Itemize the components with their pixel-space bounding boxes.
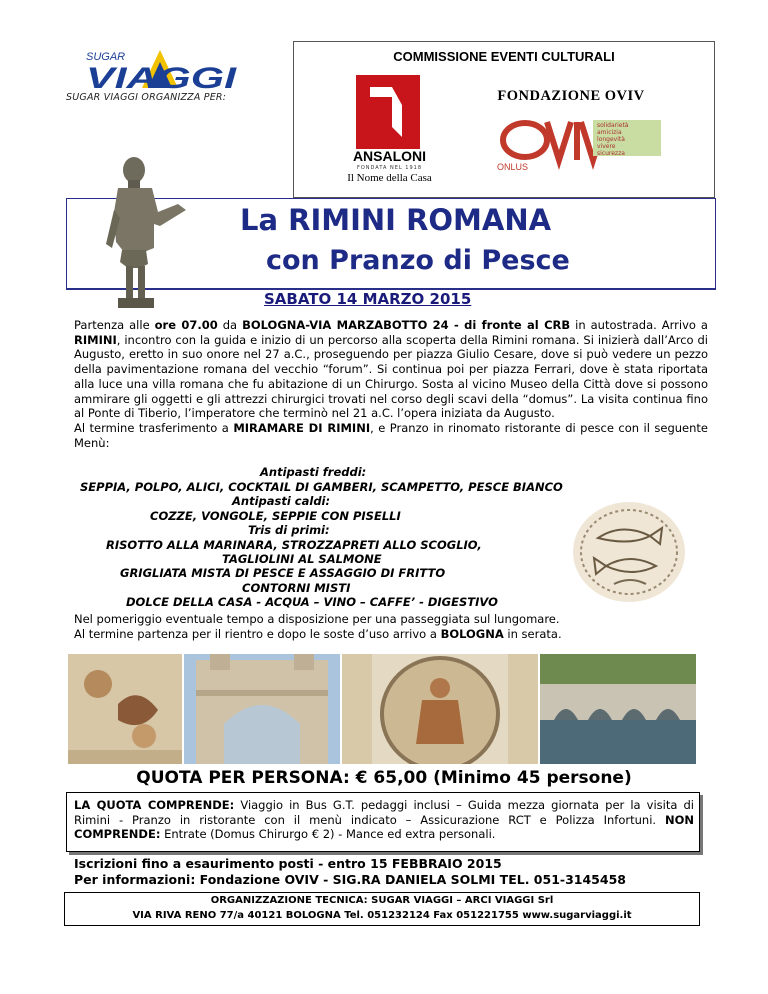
event-date: SABATO 14 MARZO 2015	[264, 290, 472, 308]
logo-big-text: VIAGGI	[86, 62, 237, 90]
menu-heading-cold: Antipasti freddi:	[260, 465, 367, 479]
ansaloni-name: ANSALONI	[352, 148, 427, 164]
return-place: BOLOGNA	[440, 626, 504, 641]
mosaic-photo	[68, 654, 182, 764]
organizer-line: SUGAR VIAGGI ORGANIZZA PER:	[66, 92, 227, 103]
ansaloni-logo-mark	[356, 75, 420, 149]
menu-item: DOLCE DELLA CASA - ACQUA – VINO – CAFFE’ - DIGESTIVO	[126, 595, 498, 609]
oviv-value-1: amicizia	[597, 129, 622, 136]
menu-heading-hot: Antipasti caldi:	[232, 494, 331, 508]
oviv-title: FONDAZIONE OVIV	[497, 88, 645, 104]
registration-deadline: Iscrizioni fino a esaurimento posti - entro 15 FEBBRAIO 2015	[74, 856, 502, 871]
registration-info	[74, 856, 626, 888]
destination-rimini: RIMINI	[74, 332, 117, 347]
ansaloni-tagline: Il Nome della Casa	[347, 172, 432, 184]
oviv-value-0: solidarietà	[597, 122, 629, 129]
menu-heading-primi: Tris di primi:	[248, 523, 330, 537]
caesar-statue-image	[100, 152, 196, 312]
price-per-person: QUOTA PER PERSONA: € 65,00 (Minimo 45 persone)	[136, 768, 632, 788]
oviv-onlus: ONLUS	[497, 162, 529, 172]
includes-label: LA QUOTA COMPRENDE:	[74, 798, 235, 812]
contact-info: Per informazioni: Fondazione OVIV - SIG.RA DANIELA SOLMI TEL. 051-3145458	[74, 872, 626, 887]
oviv-value-3: vivere	[597, 143, 616, 150]
orpheus-mosaic-photo	[342, 654, 538, 764]
tiberius-bridge-photo	[540, 654, 696, 764]
organization-line: ORGANIZZAZIONE TECNICA: SUGAR VIAGGI – ARCI VIAGGI Srl	[210, 895, 554, 906]
menu-item: COZZE, VONGOLE, SEPPIE CON PISELLI	[150, 509, 401, 523]
ansaloni-founded: FONDATA NEL 1918	[356, 165, 423, 171]
commission-box	[293, 41, 715, 198]
oviv-value-2: longevità	[597, 136, 625, 143]
excludes-label: NON COMPRENDE:	[74, 812, 694, 841]
fish-mosaic-image	[570, 500, 688, 604]
arch-of-augustus-photo	[184, 654, 340, 764]
inclusions-text: LA QUOTA COMPRENDE: Viaggio in Bus G.T. pedaggi inclusi – Guida mezza giornata per la visita di Rimini - Pranzo in ristorante con il menù indicato – Assicurazione RCT e Polizza Infortuni. NON COMPRENDE: Entrate (Domus Chirurgo € 2) - Mance ed extra personali.	[74, 798, 694, 841]
sugar-viaggi-logo	[82, 44, 237, 90]
logo-small-text: SUGAR	[86, 51, 126, 63]
menu-item: TAGLIOLINI AL SALMONE	[222, 552, 382, 566]
page-title: La RIMINI ROMANA	[240, 203, 552, 237]
menu-item: CONTORNI MISTI	[242, 581, 351, 595]
menu-item: GRIGLIATA MISTA DI PESCE E ASSAGGIO DI FRITTO	[120, 566, 446, 580]
page-subtitle: con Pranzo di Pesce	[266, 245, 570, 276]
organization-address: VIA RIVA RENO 77/a 40121 BOLOGNA Tel. 051232124 Fax 051221755 www.sugarviaggi.it	[132, 910, 632, 921]
oviv-value-4: sicurezza	[597, 150, 625, 157]
menu-item: SEPPIA, POLPO, ALICI, COCKTAIL DI GAMBERI, SCAMPETTO, PESCE BIANCO	[80, 480, 563, 494]
afternoon-text: Nel pomeriggio eventuale tempo a disposizione per una passeggiata sul lungomare. Al termine partenza per il rientro e dopo le soste d’uso arrivo a BOLOGNA in serata.	[74, 612, 562, 641]
departure-place: BOLOGNA-VIA MARZABOTTO 24 - di fronte al CRB	[242, 318, 571, 332]
description-text: Partenza alle ore 07.00 da BOLOGNA-VIA MARZABOTTO 24 - di fronte al CRB in autostrada. Arrivo a RIMINI, incontro con la guida e inizio di un percorso alla scoperta della Rimini romana. Si inizierà dall’Arco di Augusto, eretto in suo onore nel 27 a.C., proseguendo per piazza Giulio Cesare, dove si può vedere un pezzo della pavimentazione romana del vecchio “forum”. Si continua poi per piazza Ferrari, dove è stata riportata alla luce una villa romana che fu abitazione di un Chirurgo. Sosta al vicino Museo della Città dove si possono ammirare gli oggetti e gli attrezzi chirurgici trovati nel corso degli scavi della “domus”. La visita continua fino al Ponte di Tiberio, l’imperatore che terminò nel 21 a.C. l’opera iniziata da Augusto. Al termine trasferimento a MIRAMARE DI RIMINI, e Pranzo in rinomato ristorante di pesce con il seguente Menù:	[74, 318, 709, 450]
lunch-place: MIRAMARE DI RIMINI	[233, 420, 371, 435]
oviv-logo	[497, 110, 662, 172]
departure-time: ore 07.00	[154, 318, 218, 332]
commission-title: COMMISSIONE EVENTI CULTURALI	[393, 49, 615, 64]
menu-item: RISOTTO ALLA MARINARA, STROZZAPRETI ALLO SCOGLIO,	[106, 538, 482, 552]
